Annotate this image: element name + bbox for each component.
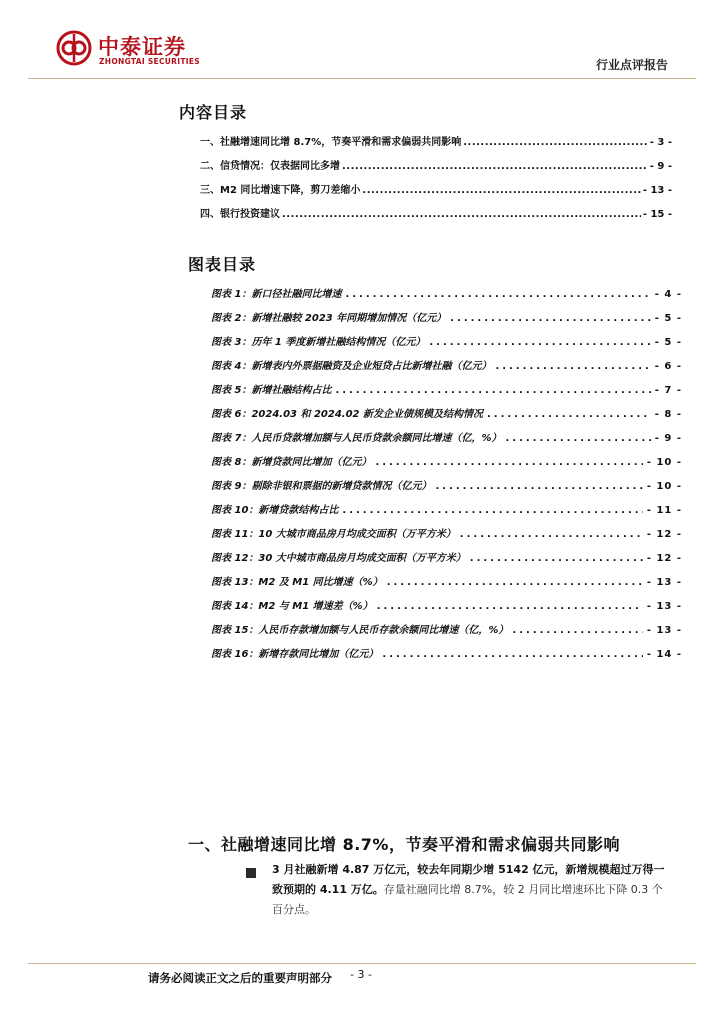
toc-item-title: 一、社融增速同比增 8.7%，节奏平滑和需求偏弱共同影响 bbox=[200, 137, 462, 148]
figure-item-title: 图表 9：剔除非银和票据的新增贷款情况（亿元） bbox=[211, 481, 432, 492]
figure-item[interactable] bbox=[211, 500, 682, 516]
dot-leader bbox=[495, 361, 650, 372]
figure-item-page: - 14 - bbox=[646, 649, 682, 660]
figure-item[interactable] bbox=[211, 644, 682, 660]
dot-leader bbox=[460, 529, 643, 540]
figure-item-title: 图表 12：30 大中城市商品房月均成交面积（万平方米） bbox=[211, 553, 466, 564]
figure-item-title: 图表 2：新增社融较 2023 年同期增加情况（亿元） bbox=[211, 313, 447, 324]
logo-text-en: ZHONGTAI SECURITIES bbox=[99, 57, 200, 66]
figure-item-page: - 10 - bbox=[646, 481, 682, 492]
figure-item[interactable] bbox=[211, 284, 682, 300]
toc-title: 内容目录 bbox=[179, 103, 248, 122]
figure-item[interactable] bbox=[211, 548, 682, 564]
figure-item-page: - 12 - bbox=[646, 553, 682, 564]
toc-item-page: - 3 - bbox=[649, 137, 672, 148]
figure-item[interactable] bbox=[211, 380, 682, 396]
figure-item-page: - 4 - bbox=[654, 289, 682, 300]
figures-title: 图表目录 bbox=[188, 255, 257, 274]
figure-item-title: 图表 10：新增贷款结构占比 bbox=[211, 505, 339, 516]
dot-leader bbox=[429, 337, 650, 348]
dot-leader bbox=[505, 433, 650, 444]
dot-leader bbox=[335, 385, 650, 396]
dot-leader bbox=[450, 313, 651, 324]
dot-leader bbox=[435, 481, 642, 492]
figure-item-page: - 13 - bbox=[646, 577, 682, 588]
dot-leader bbox=[377, 601, 643, 612]
page-number: - 3 - bbox=[350, 968, 372, 981]
section-heading: 一、社融增速同比增 8.7%，节奏平滑和需求偏弱共同影响 bbox=[188, 835, 620, 854]
dot-leader bbox=[487, 409, 651, 420]
toc-item-page: - 15 - bbox=[642, 209, 672, 220]
dot-leader bbox=[282, 209, 641, 220]
paragraph-lead: 3 月社融新增 4.87 万亿元，较去年同期少增 5142 亿元，新增规模超过万得一致预期的 4.11 万亿。 bbox=[272, 863, 665, 896]
header-divider bbox=[28, 78, 696, 79]
figure-item-title: 图表 11：10 大城市商品房月均成交面积（万平方米） bbox=[211, 529, 456, 540]
figure-item-title: 图表 14：M2 与 M1 增速差（%） bbox=[211, 601, 373, 612]
figure-item-title: 图表 16：新增存款同比增加（亿元） bbox=[211, 649, 379, 660]
figure-item-title: 图表 3：历年 1 季度新增社融结构情况（亿元） bbox=[211, 337, 426, 348]
figure-item[interactable] bbox=[211, 620, 682, 636]
figure-item-page: - 8 - bbox=[654, 409, 682, 420]
toc-item[interactable] bbox=[200, 180, 672, 196]
footer-divider bbox=[28, 963, 696, 964]
toc-item[interactable] bbox=[200, 204, 672, 220]
figure-item-page: - 10 - bbox=[646, 457, 682, 468]
dot-leader bbox=[345, 289, 650, 300]
figure-item-page: - 12 - bbox=[646, 529, 682, 540]
logo-text-cn: 中泰证券 bbox=[98, 35, 186, 59]
figure-item-title: 图表 7：人民币贷款增加额与人民币贷款余额同比增速（亿，%） bbox=[211, 433, 502, 444]
figure-item[interactable] bbox=[211, 452, 682, 468]
figure-item-title: 图表 5：新增社融结构占比 bbox=[211, 385, 332, 396]
dot-leader bbox=[342, 505, 642, 516]
dot-leader bbox=[342, 161, 648, 172]
figure-item-page: - 13 - bbox=[646, 625, 682, 636]
figure-item-title: 图表 6：2024.03 和 2024.02 新发企业债规模及结构情况 bbox=[211, 409, 483, 420]
dot-leader bbox=[362, 185, 640, 196]
figure-item-title: 图表 4：新增表内外票据融资及企业短贷占比新增社融（亿元） bbox=[211, 361, 492, 372]
figure-item[interactable] bbox=[211, 476, 682, 492]
figure-item[interactable] bbox=[211, 404, 682, 420]
figure-item-page: - 5 - bbox=[654, 313, 682, 324]
paragraph-rest: 存量社融同比增 8.7%，较 2 月同比增速环比下降 0.3 个百分点。 bbox=[272, 883, 663, 916]
figure-item[interactable] bbox=[211, 524, 682, 540]
dot-leader bbox=[470, 553, 643, 564]
toc-item[interactable] bbox=[200, 132, 672, 148]
figure-item-page: - 5 - bbox=[654, 337, 682, 348]
dot-leader bbox=[387, 577, 643, 588]
figure-item-page: - 7 - bbox=[654, 385, 682, 396]
figure-item-page: - 9 - bbox=[654, 433, 682, 444]
figure-item[interactable] bbox=[211, 308, 682, 324]
company-logo bbox=[56, 30, 226, 70]
dot-leader bbox=[463, 137, 648, 148]
figure-item[interactable] bbox=[211, 596, 682, 612]
figure-item[interactable] bbox=[211, 332, 682, 348]
report-type-label: 行业点评报告 bbox=[595, 58, 668, 72]
figure-item-title: 图表 15：人民币存款增加额与人民币存款余额同比增速（亿，%） bbox=[211, 625, 509, 636]
figure-item-title: 图表 13：M2 及 M1 同比增速（%） bbox=[211, 577, 383, 588]
figure-item-page: - 13 - bbox=[646, 601, 682, 612]
toc-item-page: - 9 - bbox=[649, 161, 672, 172]
dot-leader bbox=[382, 649, 642, 660]
dot-leader bbox=[375, 457, 642, 468]
figure-item[interactable] bbox=[211, 572, 682, 588]
toc-item-title: 二、信贷情况：仅表据同比多增 bbox=[200, 161, 340, 172]
zhongtai-logo-icon bbox=[56, 30, 92, 66]
toc-item-title: 三、M2 同比增速下降，剪刀差缩小 bbox=[200, 185, 361, 196]
figure-item-title: 图表 8：新增贷款同比增加（亿元） bbox=[211, 457, 372, 468]
footer-disclaimer: 请务必阅读正文之后的重要声明部分 bbox=[148, 971, 332, 985]
toc-item-title: 四、银行投资建议 bbox=[200, 209, 280, 220]
bullet-square-icon bbox=[246, 868, 256, 878]
section-paragraph bbox=[272, 860, 672, 920]
figure-item[interactable] bbox=[211, 428, 682, 444]
figure-item-title: 图表 1：新口径社融同比增速 bbox=[211, 289, 342, 300]
figure-item[interactable] bbox=[211, 356, 682, 372]
toc-item-page: - 13 - bbox=[642, 185, 672, 196]
figure-item-page: - 11 - bbox=[646, 505, 682, 516]
figure-item-page: - 6 - bbox=[654, 361, 682, 372]
dot-leader bbox=[512, 625, 642, 636]
toc-item[interactable] bbox=[200, 156, 672, 172]
